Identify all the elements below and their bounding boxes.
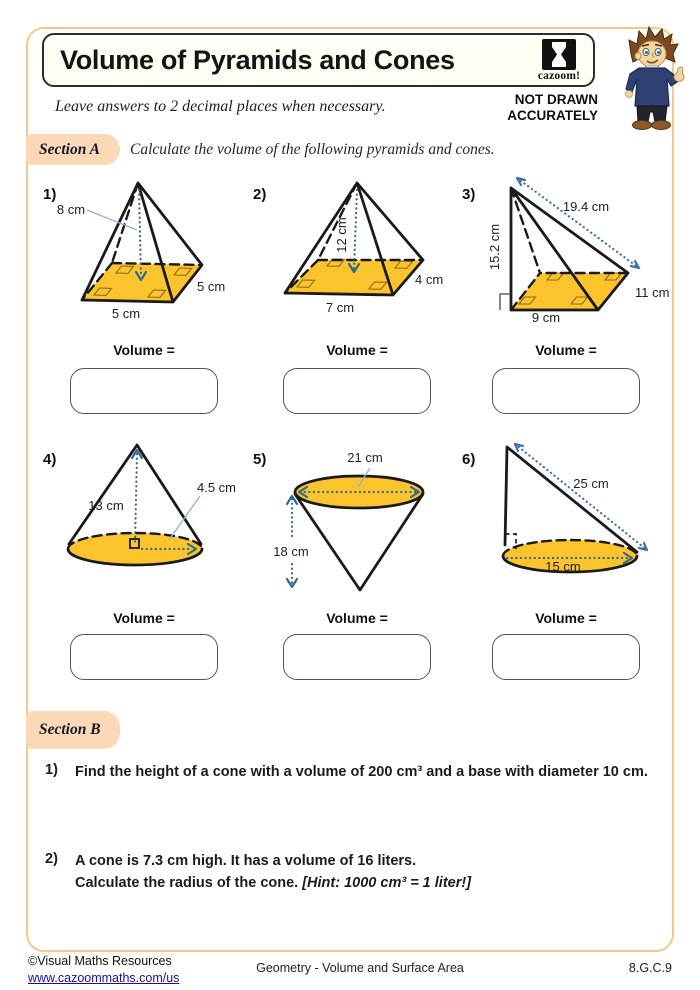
- diagram-5-inverted-cone: [248, 438, 460, 603]
- diagram-1-square-pyramid: [40, 178, 250, 336]
- footer-standard-code: 8.G.C.9: [628, 961, 672, 975]
- section-b-problem-2-text: [75, 851, 660, 895]
- section-b-problem-2-line2-text: Calculate the radius of the cone.: [75, 874, 299, 891]
- section-b-problem-2-line1: A cone is 7.3 cm high. It has a volume of 16 liters.: [75, 853, 417, 869]
- volume-label-4: Volume =: [113, 610, 175, 626]
- width-label: 5 cm: [111, 306, 141, 321]
- base-face: [285, 260, 423, 295]
- height-label: 18 cm: [273, 544, 309, 559]
- section-b-problem-2-hint: [Hint: 1000 cm³ = 1 liter!]: [302, 874, 472, 891]
- answer-box-2[interactable]: [283, 368, 431, 414]
- height-label: 8 cm: [56, 202, 86, 217]
- mascot-character-illustration: [601, 24, 696, 132]
- not-drawn-line1: NOT DRAWN: [514, 92, 598, 107]
- answer-box-4[interactable]: [70, 634, 218, 680]
- section-b-problem-2-line2: [75, 873, 660, 895]
- height-line: [135, 454, 137, 543]
- diagram-4-cone: [40, 443, 250, 601]
- problem-5-number: 5): [253, 451, 267, 468]
- not-drawn-note: [470, 92, 598, 124]
- depth-label: 4 cm: [415, 272, 444, 287]
- slant-measure-line: [515, 444, 647, 550]
- volume-label-3: Volume =: [535, 342, 597, 358]
- answer-box-5[interactable]: [283, 634, 431, 680]
- answer-box-3[interactable]: [492, 368, 640, 414]
- section-b-problem-1-number: 1): [45, 762, 58, 778]
- cazoom-logo-text: cazoom!: [537, 70, 581, 82]
- problem-6-number: 6): [462, 451, 476, 468]
- section-a-badge: [26, 134, 120, 165]
- title-box: [42, 33, 595, 87]
- section-b-badge: [26, 711, 120, 749]
- diagram-2-rectangular-pyramid: [248, 178, 460, 336]
- footer-topic: Geometry - Volume and Surface Area: [256, 961, 464, 975]
- footer-url-link[interactable]: www.cazoommaths.com/us: [28, 970, 180, 985]
- diagram-6-oblique-cone: [455, 438, 673, 603]
- answer-box-1[interactable]: [70, 368, 218, 414]
- volume-label-1: Volume =: [113, 342, 175, 358]
- footer-left: [28, 953, 179, 987]
- answer-box-6[interactable]: [492, 634, 640, 680]
- volume-label-6: Volume =: [535, 610, 597, 626]
- height-label: 12 cm: [334, 217, 349, 253]
- volume-label-5: Volume =: [326, 610, 388, 626]
- section-a-label: Section A: [39, 140, 101, 158]
- height-label: 13 cm: [88, 498, 124, 513]
- height-label: 15.2 cm: [487, 223, 502, 271]
- cazoom-logo: [532, 39, 586, 82]
- section-a-instruction: Calculate the volume of the following pyramids and cones.: [130, 141, 495, 158]
- slant-label: 25 cm: [573, 476, 609, 491]
- not-drawn-line2: ACCURATELY: [507, 108, 598, 124]
- right-angle-marker: [500, 294, 511, 310]
- worksheet-instruction: Leave answers to 2 decimal places when necessary.: [55, 98, 386, 115]
- depth-label: 11 cm: [635, 285, 670, 300]
- section-b-label: Section B: [39, 721, 101, 738]
- base-face: [82, 263, 202, 302]
- radius-label: 4.5 cm: [197, 480, 237, 495]
- cazoom-logo-icon: [542, 39, 576, 70]
- diagram-3-corner-pyramid: [455, 173, 673, 338]
- slant-label: 19.4 cm: [562, 199, 610, 214]
- diameter-label: 15 cm: [545, 559, 581, 574]
- problem-4-number: 4): [43, 451, 57, 468]
- problem-1-number: 1): [43, 186, 57, 203]
- width-label: 9 cm: [531, 310, 561, 325]
- footer-copyright: ©Visual Maths Resources: [28, 954, 172, 968]
- volume-label-2: Volume =: [326, 342, 388, 358]
- width-label: 7 cm: [325, 300, 355, 315]
- problem-2-number: 2): [253, 186, 267, 203]
- section-b-problem-2-number: 2): [45, 851, 58, 867]
- page-title: Volume of Pyramids and Cones: [60, 44, 455, 75]
- height-line: [354, 190, 357, 269]
- section-b-problem-1-text: Find the height of a cone with a volume of 200 cm³ and a base with diameter 10 cm.: [75, 764, 648, 780]
- diameter-label: 21 cm: [347, 450, 383, 465]
- problem-3-number: 3): [462, 186, 476, 203]
- depth-label: 5 cm: [197, 279, 226, 294]
